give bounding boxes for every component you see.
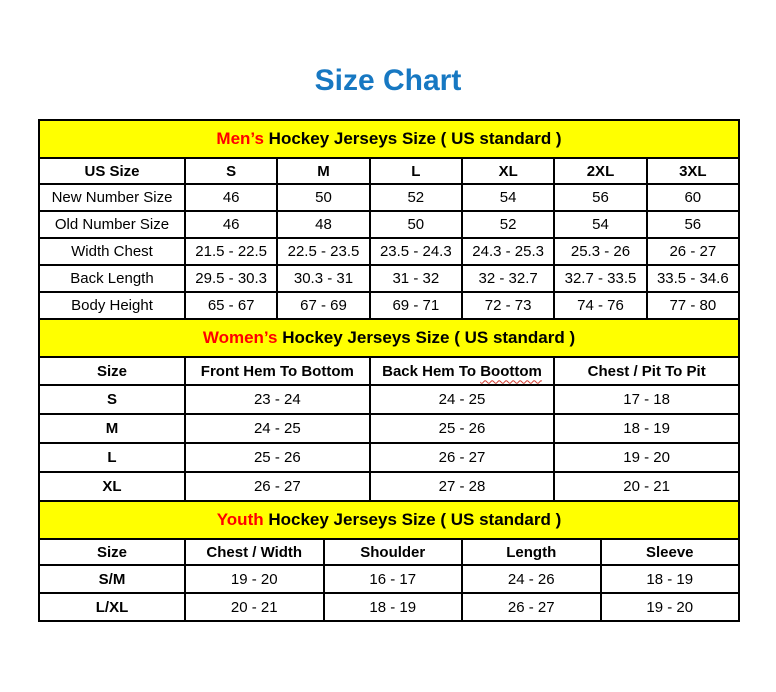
mens-data-cell: 77 - 80 bbox=[647, 292, 739, 319]
womens-data-cell: 17 - 18 bbox=[554, 385, 739, 414]
size-chart-tables bbox=[38, 119, 740, 622]
youth-row-label: S/M bbox=[39, 565, 185, 593]
mens-column-header-row bbox=[39, 158, 739, 184]
womens-row-label: L bbox=[39, 443, 185, 472]
youth-table-row bbox=[39, 593, 739, 621]
mens-data-cell: 26 - 27 bbox=[647, 238, 739, 265]
youth-column-header: Chest / Width bbox=[185, 539, 324, 565]
mens-data-cell: 32 - 32.7 bbox=[462, 265, 554, 292]
mens-data-cell: 23.5 - 24.3 bbox=[370, 238, 462, 265]
youth-column-header: Size bbox=[39, 539, 185, 565]
mens-table-row bbox=[39, 211, 739, 238]
misspelled-word: Boottom bbox=[480, 362, 542, 380]
mens-section-header bbox=[39, 120, 739, 158]
womens-row-label: S bbox=[39, 385, 185, 414]
youth-column-header: Length bbox=[462, 539, 601, 565]
mens-data-cell: 50 bbox=[370, 211, 462, 238]
womens-title-rest-text: Hockey Jerseys Size ( US standard ) bbox=[277, 328, 576, 347]
mens-table-row bbox=[39, 238, 739, 265]
womens-data-cell: 24 - 25 bbox=[185, 414, 370, 443]
youth-data-cell: 19 - 20 bbox=[601, 593, 740, 621]
mens-column-header: L bbox=[370, 158, 462, 184]
mens-data-cell: 31 - 32 bbox=[370, 265, 462, 292]
womens-data-cell: 26 - 27 bbox=[185, 472, 370, 501]
youth-data-cell: 16 - 17 bbox=[324, 565, 463, 593]
mens-row-label: Width Chest bbox=[39, 238, 185, 265]
mens-section-title bbox=[39, 120, 739, 158]
mens-data-cell: 52 bbox=[370, 184, 462, 211]
womens-data-cell: 23 - 24 bbox=[185, 385, 370, 414]
mens-data-cell: 72 - 73 bbox=[462, 292, 554, 319]
womens-data-cell: 18 - 19 bbox=[554, 414, 739, 443]
womens-column-header-row bbox=[39, 357, 739, 385]
mens-data-cell: 48 bbox=[277, 211, 369, 238]
mens-title-red-text: Men’s bbox=[216, 129, 264, 148]
womens-section-header bbox=[39, 319, 739, 357]
womens-table-row bbox=[39, 443, 739, 472]
mens-data-cell: 46 bbox=[185, 211, 277, 238]
womens-column-header: Front Hem To Bottom bbox=[185, 357, 370, 385]
mens-data-cell: 60 bbox=[647, 184, 739, 211]
youth-row-label: L/XL bbox=[39, 593, 185, 621]
mens-row-label: New Number Size bbox=[39, 184, 185, 211]
womens-data-cell: 19 - 20 bbox=[554, 443, 739, 472]
mens-data-cell: 56 bbox=[554, 184, 646, 211]
womens-data-cell: 25 - 26 bbox=[185, 443, 370, 472]
womens-data-cell: 25 - 26 bbox=[370, 414, 555, 443]
womens-data-cell: 24 - 25 bbox=[370, 385, 555, 414]
mens-data-cell: 56 bbox=[647, 211, 739, 238]
womens-title-red-text: Women’s bbox=[202, 328, 278, 347]
youth-data-cell: 18 - 19 bbox=[324, 593, 463, 621]
mens-data-cell: 46 bbox=[185, 184, 277, 211]
womens-column-header: Size bbox=[39, 357, 185, 385]
mens-row-label: Old Number Size bbox=[39, 211, 185, 238]
womens-table-row bbox=[39, 472, 739, 501]
youth-title-rest-text: Hockey Jerseys Size ( US standard ) bbox=[263, 510, 562, 529]
youth-column-header: Sleeve bbox=[601, 539, 740, 565]
mens-row-label: Back Length bbox=[39, 265, 185, 292]
womens-row-label: M bbox=[39, 414, 185, 443]
mens-column-header: 3XL bbox=[647, 158, 739, 184]
womens-data-cell: 26 - 27 bbox=[370, 443, 555, 472]
youth-data-cell: 20 - 21 bbox=[185, 593, 324, 621]
womens-data-cell: 27 - 28 bbox=[370, 472, 555, 501]
youth-data-cell: 18 - 19 bbox=[601, 565, 740, 593]
womens-row-label: XL bbox=[39, 472, 185, 501]
youth-title-red-text: Youth bbox=[216, 510, 264, 529]
womens-column-header: Chest / Pit To Pit bbox=[554, 357, 739, 385]
mens-data-cell: 29.5 - 30.3 bbox=[185, 265, 277, 292]
mens-data-cell: 32.7 - 33.5 bbox=[554, 265, 646, 292]
womens-section-title bbox=[39, 319, 739, 357]
mens-data-cell: 24.3 - 25.3 bbox=[462, 238, 554, 265]
womens-data-cell: 20 - 21 bbox=[554, 472, 739, 501]
mens-size-table bbox=[38, 119, 740, 320]
page-title: Size Chart bbox=[314, 64, 462, 97]
mens-data-cell: 21.5 - 22.5 bbox=[185, 238, 277, 265]
mens-row-label: Body Height bbox=[39, 292, 185, 319]
youth-table-row bbox=[39, 565, 739, 593]
mens-table-row bbox=[39, 292, 739, 319]
womens-table-row bbox=[39, 385, 739, 414]
youth-data-cell: 19 - 20 bbox=[185, 565, 324, 593]
youth-column-header-row bbox=[39, 539, 739, 565]
mens-data-cell: 33.5 - 34.6 bbox=[647, 265, 739, 292]
youth-section-title bbox=[39, 501, 739, 539]
mens-title-rest-text: Hockey Jerseys Size ( US standard ) bbox=[263, 129, 562, 148]
mens-column-header: S bbox=[185, 158, 277, 184]
womens-table-row bbox=[39, 414, 739, 443]
mens-data-cell: 65 - 67 bbox=[185, 292, 277, 319]
mens-column-header: M bbox=[277, 158, 369, 184]
mens-data-cell: 22.5 - 23.5 bbox=[277, 238, 369, 265]
mens-data-cell: 50 bbox=[277, 184, 369, 211]
mens-table-row bbox=[39, 184, 739, 211]
mens-data-cell: 54 bbox=[462, 184, 554, 211]
mens-data-cell: 52 bbox=[462, 211, 554, 238]
mens-column-header: US Size bbox=[39, 158, 185, 184]
youth-size-table bbox=[38, 500, 740, 622]
womens-column-header: Back Hem To Boottom bbox=[370, 357, 555, 385]
youth-section-header bbox=[39, 501, 739, 539]
mens-data-cell: 25.3 - 26 bbox=[554, 238, 646, 265]
mens-data-cell: 54 bbox=[554, 211, 646, 238]
youth-data-cell: 24 - 26 bbox=[462, 565, 601, 593]
mens-data-cell: 30.3 - 31 bbox=[277, 265, 369, 292]
youth-column-header: Shoulder bbox=[324, 539, 463, 565]
mens-table-row bbox=[39, 265, 739, 292]
mens-data-cell: 69 - 71 bbox=[370, 292, 462, 319]
youth-data-cell: 26 - 27 bbox=[462, 593, 601, 621]
mens-data-cell: 74 - 76 bbox=[554, 292, 646, 319]
womens-size-table bbox=[38, 318, 740, 502]
mens-column-header: XL bbox=[462, 158, 554, 184]
mens-data-cell: 67 - 69 bbox=[277, 292, 369, 319]
mens-column-header: 2XL bbox=[554, 158, 646, 184]
